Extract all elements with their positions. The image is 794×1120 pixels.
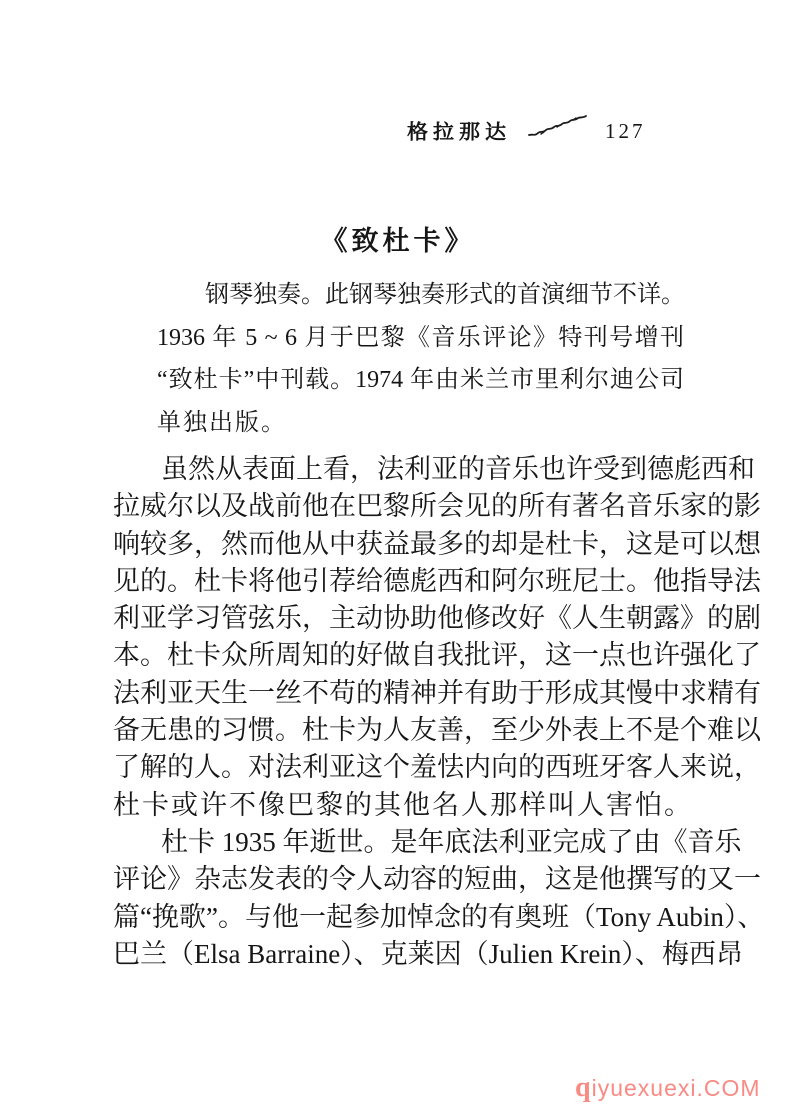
page-number: 127 — [605, 119, 646, 143]
text-line: 了解的人。对法利亚这个羞怯内向的西班牙客人来说， — [113, 752, 761, 783]
text-line: 评论》杂志发表的令人动容的短曲，这是他撰写的又一 — [113, 864, 761, 895]
signature-scribble-icon — [527, 114, 589, 145]
text-line: 拉威尔以及战前他在巴黎所会见的所有著名音乐家的影 — [113, 491, 761, 522]
text-line: 响较多，然而他从中获益最多的却是杜卡，这是可以想 — [113, 528, 761, 559]
text-line: 杜卡 1935 年逝世。是年底法利亚完成了由《音乐 — [161, 826, 742, 857]
text-line: 备无患的习惯。杜卡为人友善，至少外表上不是个难以 — [113, 715, 761, 746]
text-line: 杜卡或许不像巴黎的其他名人那样叫人害怕。 — [113, 789, 693, 820]
text-line: 巴兰（Elsa Barraine）、克莱因（Julien Krein）、梅西昂 — [113, 938, 743, 969]
text-line: 见的。杜卡将他引荐给德彪西和阿尔班尼士。他指导法 — [113, 565, 761, 596]
piece-title: 《致杜卡》 — [320, 226, 476, 256]
text-line: 虽然从表面上看，法利亚的音乐也许受到德彪西和 — [161, 454, 755, 484]
publication-note-line: “致杜卡”中刊载。1974 年由米兰市里利尔迪公司 — [157, 367, 684, 393]
site-watermark — [575, 1072, 761, 1104]
publication-note-line: 钢琴独奏。此钢琴独奏形式的首演细节不详。 — [205, 282, 685, 308]
body-text — [113, 451, 765, 973]
running-header — [0, 114, 794, 148]
watermark-initial: q — [575, 1072, 592, 1103]
publication-note-line: 单独出版。 — [157, 409, 287, 436]
text-line: 法利亚天生一丝不苟的精神并有助于形成其慢中求精有 — [113, 677, 761, 708]
text-line: 利亚学习管弦乐，主动协助他修改好《人生朝露》的剧 — [113, 603, 761, 634]
publication-note — [157, 274, 684, 444]
running-title: 格拉那达 — [407, 120, 511, 144]
watermark-text: iyuexuexi.COM — [591, 1075, 761, 1101]
text-line: 本。杜卡众所周知的好做自我批评，这一点也许强化了 — [113, 640, 761, 671]
text-line: 篇“挽歌”。与他一起参加悼念的有奥班（Tony Aubin）、 — [113, 901, 765, 932]
publication-note-line: 1936 年 5 ~ 6 月于巴黎《音乐评论》特刊号增刊 — [157, 324, 684, 351]
